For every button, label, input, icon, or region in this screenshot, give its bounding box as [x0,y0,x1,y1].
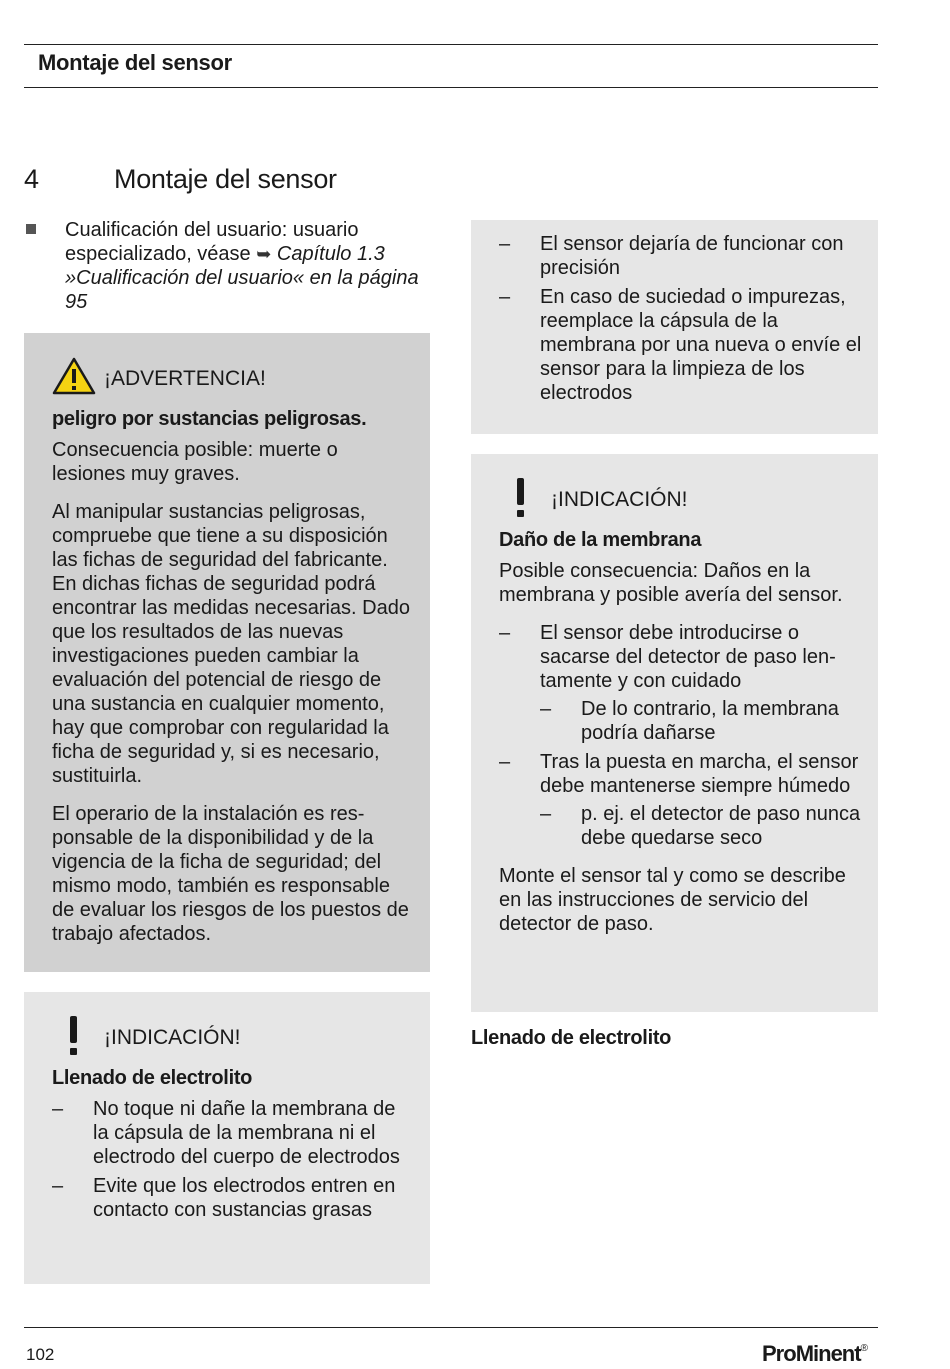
brand-logo-minent: Minent [795,1341,861,1366]
list-item-text: No toque ni dañe la membrana de la cápsula de la membrana ni el electrodo del cuerpo de electrodos [93,1098,400,1168]
notice-box-electrolyte [24,992,430,1284]
exclamation-icon [499,475,543,525]
square-bullet-icon [26,224,36,234]
list-item-text: Tras la puesta en marcha, el sensor debe mantenerse siempre húmedo [540,751,859,797]
sub-list-item [540,802,864,850]
notice-signal-label: ¡INDICACIÓN! [551,488,688,511]
sub-list-item-text: De lo contrario, la membrana podría dañarse [581,698,839,744]
dash-marker: – [52,1175,64,1197]
chapter-reference-link[interactable]: Capítulo 1.3 »Cualificación del usuario« en la página 95 [65,243,419,313]
sub-list [540,697,864,745]
warning-signal-label: ¡ADVERTENCIA! [104,367,266,390]
dash-marker: – [52,1098,64,1120]
warning-triangle-icon [52,357,96,401]
exclamation-icon [52,1013,96,1063]
sub-list-item-text: p. ej. el detector de paso nunca debe quedarse seco [581,803,861,849]
list-item [499,285,864,405]
list-item [499,621,864,745]
section-heading-electrolyte: Llenado de electrolito [471,1027,672,1049]
notice-heading: Llenado de electrolito [52,1067,253,1089]
registered-mark: ® [860,1343,868,1354]
notice-box-membrane [471,454,878,1012]
dash-marker: – [499,286,511,308]
dash-marker: – [499,751,511,773]
list-item [52,1174,416,1222]
dash-marker: – [499,233,511,255]
list-item [499,750,864,850]
list-item-text: Evite que los electrodos entren en contacto con sustancias grasas [93,1175,396,1221]
list-item-text: El sensor debe introducirse o sacarse del detector de paso lentamente y con cuidado [540,622,836,692]
membrane-list [499,621,864,850]
brand-logo-pro: Pro [762,1341,796,1366]
sub-list-item [540,697,864,745]
dash-marker: – [540,698,552,720]
notice-signal [499,478,864,522]
link-arrow-icon: ➥ [256,244,272,264]
chapter-title: Montaje del sensor [114,164,337,194]
list-item [52,1097,416,1169]
dash-marker: – [540,803,552,825]
notice-heading: Daño de la membrana [499,529,702,551]
list-item-text: El sensor dejaría de funcionar con precisión [540,233,844,279]
notice-signal-label: ¡INDICACIÓN! [104,1026,241,1049]
list-item-text: En caso de suciedad o impurezas, reemplace la cápsula de la membrana por una nueva o envíe el sensor para la limpieza de los electrodos [540,286,862,404]
continued-list [499,232,864,405]
notice-closing: Monte el sensor tal y como se describe en las instrucciones de servicio del detector de paso. [499,865,846,935]
header-top-rule [24,44,878,45]
dash-marker: – [499,622,511,644]
warning-box [24,333,430,972]
list-item [499,232,864,280]
qualification-text: Cualificación del usuario: usuario especializado, véase [65,219,359,265]
warning-consequence: Consecuencia posible: muerte o lesiones muy graves. [52,439,338,485]
warning-paragraph: El operario de la instalación es responsable de la disponibilidad y de la vigencia de la ficha de seguridad; del mismo modo, también es responsable de evaluar los riesgos de los puestos de trabajo afectados. [52,803,409,945]
page-number: 102 [26,1345,55,1364]
sub-list [540,802,864,850]
notice-signal [52,1016,416,1060]
chapter-number: 4 [24,164,40,194]
notice-list [52,1097,416,1222]
warning-signal [52,357,416,401]
warning-paragraph: Al manipular sustancias peligrosas, compruebe que tiene a su disposición las fichas de seguridad del fabricante. En dichas fichas de seguridad podrá encontrar las medidas necesarias. Dado que los resultados de las nuevas investigaciones pueden cambiar la evaluación del potencial de riesgo de una sustancia en cualquier momento, hay que comprobar con regularidad la ficha de seguridad y, si es necesario, sustituirla. [52,501,410,787]
qualification-bullet [24,218,424,314]
running-header-title: Montaje del sensor [38,50,232,75]
header-bottom-rule [24,87,878,88]
notice-consequence: Posible consecuencia: Daños en la membrana y posible avería del sensor. [499,560,843,606]
footer-rule [24,1327,878,1328]
warning-heading: peligro por sustancias peligrosas. [52,408,367,430]
continued-notice-box [471,220,878,434]
brand-logo [762,1341,868,1367]
